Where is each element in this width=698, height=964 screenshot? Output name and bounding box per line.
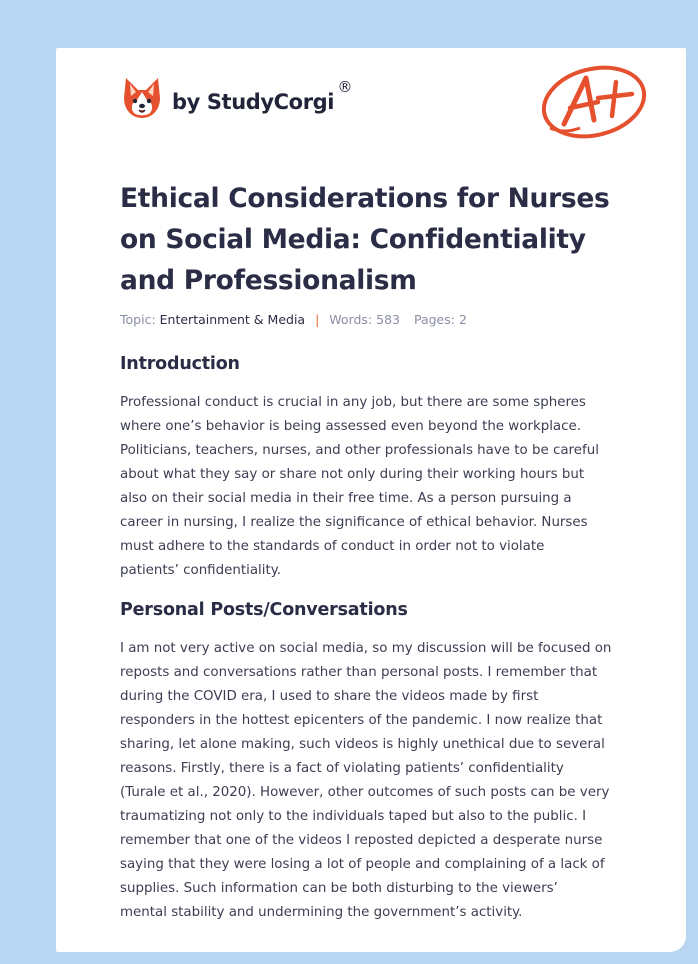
article-meta <box>120 312 467 327</box>
article-title: Ethical Considerations for Nurses on Social Media: Confidentiality and Professionalism <box>120 183 610 296</box>
a-plus-grade-icon <box>536 58 652 144</box>
text-line: reposts and conversations rather than personal posts. I remember that <box>120 665 598 680</box>
text-line: supplies. Such information can be both disturbing to the viewers’ <box>120 881 558 896</box>
text-line: traumatizing not only to the individuals taped but also to the public. I <box>120 809 587 824</box>
topic-link[interactable]: Entertainment & Media <box>159 312 306 327</box>
studycorgi-logo[interactable] <box>122 76 353 120</box>
document-page <box>56 48 686 952</box>
text-line: where one’s behavior is being assessed even beyond the workplace. <box>120 419 581 434</box>
text-line: career in nursing, I realize the significance of ethical behavior. Nurses <box>120 515 588 530</box>
text-line: patients’ confidentiality. <box>120 563 281 578</box>
registered-mark: ® <box>337 78 353 96</box>
page-count: Pages: 2 <box>413 312 467 327</box>
text-line: responders in the hottest epicenters of the pandemic. I now realize that <box>120 713 603 728</box>
text-line: remember that one of the videos I reposted depicted a desperate nurse <box>120 833 603 848</box>
section-heading-introduction: Introduction <box>120 354 240 374</box>
text-line: sharing, let alone making, such videos is highly unethical due to several <box>120 737 605 752</box>
meta-separator: | <box>315 312 320 327</box>
text-line: Professional conduct is crucial in any job, but there are some spheres <box>120 395 586 410</box>
text-line: about what they say or share not only during their working hours but <box>120 467 585 482</box>
brand-name: by StudyCorgi ® <box>172 78 353 114</box>
word-count: Words: 583 <box>329 312 400 327</box>
text-line: saying that they were losing a lot of people and complaining of a lack of <box>120 857 605 872</box>
section-body-introduction <box>120 391 640 583</box>
section-body-personal-posts <box>120 637 640 925</box>
text-line: during the COVID era, I used to share the videos made by first <box>120 689 539 704</box>
corgi-icon <box>122 76 162 120</box>
text-line: reasons. Firstly, there is a fact of violating patients’ confidentiality <box>120 761 564 776</box>
text-line: Politicians, teachers, nurses, and other professionals have to be careful <box>120 443 599 458</box>
section-heading-personal-posts: Personal Posts/Conversations <box>120 600 408 620</box>
text-line: (Turale et al., 2020). However, other outcomes of such posts can be very <box>120 785 610 800</box>
topic-label: Topic: <box>120 312 156 327</box>
text-line: mental stability and undermining the government’s activity. <box>120 905 523 920</box>
text-line: also on their social media in their free time. As a person pursuing a <box>120 491 572 506</box>
text-line: must adhere to the standards of conduct in order not to violate <box>120 539 545 554</box>
text-line: I am not very active on social media, so my discussion will be focused on <box>120 641 612 656</box>
